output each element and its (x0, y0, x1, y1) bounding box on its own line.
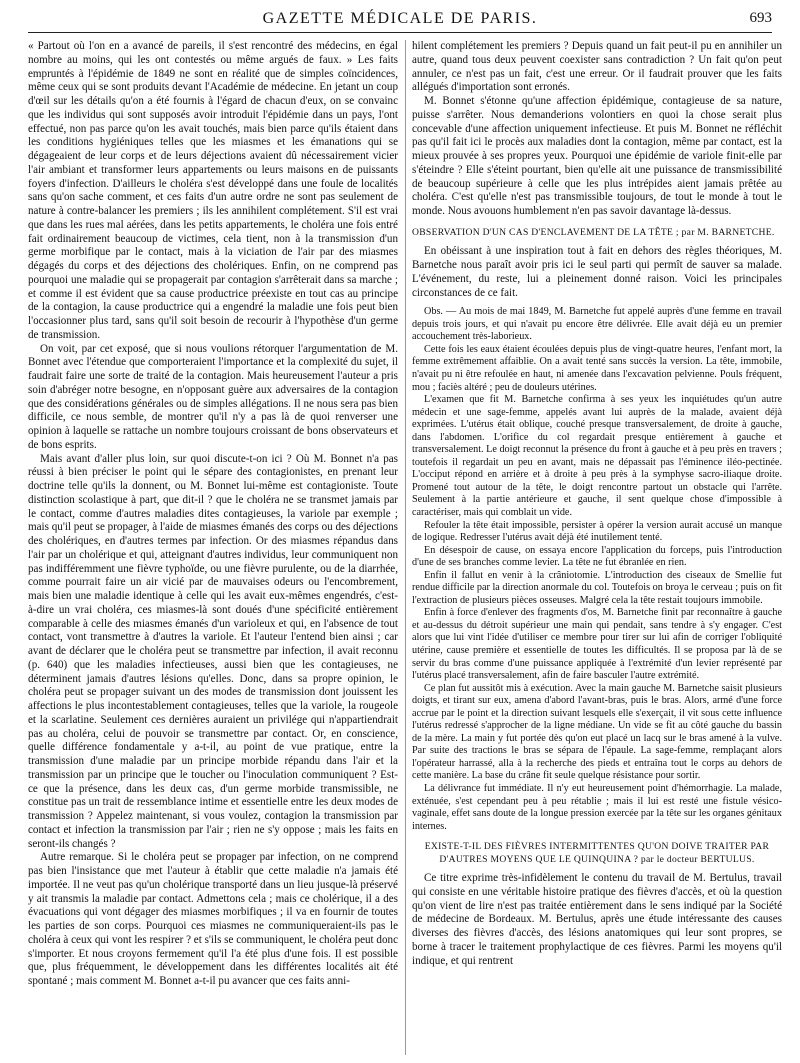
observation-paragraph: La délivrance fut immédiate. Il n'y eut heureusement point d'hémorrhagie. La malade, exténuée, s'est cependant peu à peu rétablie ; mais il lui est resté une fistule vésico-vaginale, effet sans doute de la longue pression exercée par la tête sur les organes génitaux internes. (412, 783, 782, 832)
section-heading: EXISTE-T-IL DES FIÈVRES INTERMITTENTES QU'ON DOIVE TRAITER PAR D'AUTRES MOYENS QUE LE QUINQUINA ? par le docteur BERTULUS. (424, 841, 770, 865)
paragraph: Ce titre exprime très-infidèlement le contenu du travail de M. Bertulus, travail qui consiste en une véritable histoire pratique des fièvres d'accès, et où la question qu'on vient de lire n'est pas traitée entièrement dans le sens indiqué par la Société de médecine de Bordeaux. M. Bertulus, après une étude intéressante des causes diverses des fièvres d'accès, des lésions anatomiques qui leur sont propres, se borne à tracer le traitement prophylactique de ces fièvres. Parmi les moyens qu'il indique, et qui rentrent (412, 872, 782, 967)
section-heading: OBSERVATION D'UN CAS D'ENCLAVEMENT DE LA TÊTE ; par M. BARNETCHE. (412, 226, 775, 238)
column-divider (405, 40, 406, 1055)
observation-paragraph: Enfin il fallut en venir à la crâniotomie. L'introduction des ciseaux de Smellie fut rendue difficile par la direction anormale du col. Toutefois on broya le cerveau ; puis on fit l'extraction de plusieurs pièces osseuses. Malgré cela la tête restait toujours immobile. (412, 569, 782, 606)
observation-paragraph: Ce plan fut aussitôt mis à exécution. Avec la main gauche M. Barnetche saisit plusieurs doigts, et tirant sur eux, amena d'abord l'avant-bras, puis le bras. Alors, armé d'une force accrue par le point et la direction suivant lesquels elle s'exerçait, il vit sous cette influence l'utérus redressé s'approcher de la ligne médiane. Un vide se fit au côté gauche du bassin de la mère. La main y fut portée dès qu'on eut placé un lacq sur le bras amené à la vulve. Par suite des tractions le bras se sépara de l'épaule. La sage-femme, remplaçant alors l'opérateur harrassé, alla à la recherche des pieds et entraîna tout le corps au dehors de cette manière. La base du crâne fit seule quelque résistance pour sortir. (412, 682, 782, 782)
left-column (28, 40, 398, 1060)
observation-paragraph: Obs. — Au mois de mai 1849, M. Barnetche fut appelé auprès d'une femme en travail depuis trois jours, et qui n'avait pu encore être délivrée. Elle avait déjà eu un premier accouchement très-laborieux. (412, 306, 782, 343)
paragraph: hilent complétement les premiers ? Depuis quand un fait peut-il pu en annihiler un autre, quand tous deux peuvent coexister sans contradiction ? Un fait qu'on peut annuler, ce n'est pas un fait, c'est une erreur. Or il faudrait prouver que les faits allégués d'importation sont erronés. (412, 40, 782, 94)
paragraph: Autre remarque. Si le choléra peut se propager par infection, on ne comprend pas bien l'insistance que met l'auteur à établir que cette maladie n'a jamais été importée. Il ne veut pas qu'un cholérique transporté dans un lieu jusque-là préservé y ait transmis la maladie par contact. Admettons cela ; mais ce cholérique, il a des évacuations qui vont dégager des miasmes morbifiques ; il va en fournir de toutes les parties de son corps. Pourquoi ces miasmes ne communiqueraient-ils pas le choléra à ceux qui vont les respirer ? et s'ils se communiquent, le choléra peut donc s'importer. Et nous croyons fermement qu'il l'a été plus d'une fois. Il est possible que, plus fréquemment, le développement dans les différentes localités ait été spontané ; mais comment M. Bonnet a-t-il pu avancer que ces faits anni- (28, 851, 398, 987)
paragraph: On voit, par cet exposé, que si nous voulions rétorquer l'argumentation de M. Bonnet avec l'étendue que comporteraient l'importance et la complexité du sujet, il faudrait faire une sorte de traité de la contagion. Mais heureusement l'auteur a pris soin d'abréger notre besogne, en n'opposant guère aux adversaires de la contagion que des considérations générales ou de simples allégations. Il ne nous sera pas bien difficile, ce nous semble, de montrer qu'il n'y a pas là de quoi renverser une opinion à laquelle se rattache un nombre toujours croissant de bons observateurs et de bons esprits. (28, 342, 398, 451)
journal-title: GAZETTE MÉDICALE DE PARIS. (262, 10, 538, 27)
page-number: 693 (749, 10, 772, 26)
observation-paragraph: L'examen que fit M. Barnetche confirma à ses yeux les inquiétudes qu'un autre médecin et une sage-femme, appelés avant lui auprès de la malade, avaient déjà exprimées. L'utérus était oblique, couché presque transversalement, de droite à gauche, dans l'abdomen. L'orifice du col regardait presque entièrement à gauche et transversalement. Le doigt reconnut la présence du front à gauche et à peu près en travers ; toutefois il regardait un peu en avant, mais ne dépassait pas l'éminence iléo-pectinée. L'occiput répond en arrière et à droite à peu près à la symphyse sacro-iliaque droite. Promené tout autour de la tête, le doigt rencontre partout un obstacle qui l'arrête. Seulement à la partie antérieure et gauche, il sent quelque chose d'impossible à caractériser, mais qui comblait un vide. (412, 394, 782, 518)
paragraph: M. Bonnet s'étonne qu'une affection épidémique, contagieuse de sa nature, puisse s'arrêter. Nous demanderions volontiers en quoi la chose serait plus concevable d'une affection uniquement infectieuse. Et puis M. Bonnet ne réfléchit pas qu'il fait ici le procès aux maladies dont la contagion, même par contact, est la mieux prouvée à ses propres yeux. Pourquoi une épidémie de variole finit-elle par s'éteindre ? Elle s'éteint pourtant, bien qu'elle ait une puissance de transmissibilité de beaucoup supérieure à celle que les plus intrépides aient jamais prêtée au choléra. C'est qu'elle n'est pas transmissible toujours, de tout le monde à tout le monde. Nous avouons humblement n'en pas savoir davantage là-dessus. (412, 95, 782, 217)
observation-paragraph: Cette fois les eaux étaient écoulées depuis plus de vingt-quatre heures, l'enfant mort, la femme extrêmement affaiblie. On a avait tenté sans succès la version. La tête, immobile, n'avait pu ni être refoulée en haut, ni amenée dans l'excavation pelvienne. Pouls fréquent, mou ; faciès altéré ; peu de douleurs utérines. (412, 343, 782, 393)
observation-paragraph: En désespoir de cause, on essaya encore l'application du forceps, puis l'introduction d'une de ses branches comme levier. La tête ne fut ébranlée en rien. (412, 544, 782, 569)
right-column (412, 40, 782, 1060)
observation-paragraph: Refouler la tête était impossible, persister à opérer la version aurait accusé un manque de logique. Redresser l'utérus avait déjà été inutilement tenté. (412, 519, 782, 544)
paragraph: Mais avant d'aller plus loin, sur quoi discute-t-on ici ? Où M. Bonnet n'a pas réussi à bien préciser le point qui le sépare des contagionistes, en prenant leur doctrine telle qu'ils la donnent, ou M. Bonnet lui-même est contagioniste. Toute distinction scolastique à part, que dit-il ? que le choléra ne se transmet jamais par le contact, comme d'autres maladies dites contagieuses, la variole par exemple ; mais qu'il peut se propager, à l'aide de miasmes émanés des corps ou des déjections des cholériques, en d'autres termes par infection. Or des miasmes répandus dans l'air par un cholérique et qui, atteignant d'autres individus, leur communiquent non pas indifféremment une fièvre typhoïde, ou une fièvre purulente, ou de la diarrhée, comme pourrait faire un air vicié par de mauvaises odeurs ou l'encombrement, mais bien une maladie identique à celle qui les avait eux-mêmes engendrés, c'est-à-dire un vrai choléra, ces miasmes-là sont doués d'une spécificité entièrement comparable à celle des miasmes émanés d'un varioleux et qui, en l'absence de tout contact, vont transmettre à d'autres la variole. Et l'auteur l'entend bien ainsi ; car avant de déclarer que le choléra peut se transmettre par infection, il avait reconnu (p. 640) que les maladies infectieuses, aussi bien que les contagieuses, ne déterminent jamais d'autres lésions qu'elles. Donc, dans sa propre opinion, le choléra peut se propager suivant un des modes de transmission dont jouissent les affections le plus incontestablement contagieuses, telles que la variole, la rougeole et la scarlatine. Seulement ces dernières auraient un privilége qui n'appartiendrait pas au choléra, celui de pouvoir se transmettre par contact. Or, en conscience, quelle différence fondamentale y a-t-il, au point de vue pratique, entre la transmission d'une maladie par un principe morbide répandu dans l'air et la transmission par un principe que le toucher ou l'inoculation communiquent ? Est-ce que la présence, dans les deux cas, d'un germe morbide transmissible, ne constitue pas un trait de ressemblance intime et essentielle entre les deux modes de transmission ? Appelez maintenant, si vous voulez, contagion la transmission par contact et infection la transmission par l'air ; rien ne s'y oppose ; mais les faits en seront-ils changés ? (28, 452, 398, 850)
page-header (28, 8, 772, 33)
paragraph: « Partout où l'on en a avancé de pareils, il s'est rencontré des médecins, en égal nombre au moins, qui les ont contestés ou même argués de faux. » Les faits empruntés à l'épidémie de 1849 ne sont en réalité que de simples coïncidences, même ceux qui se sont produits devant l'Académie de médecine. En jetant un coup d'œil sur les détails qu'on a été fournis à l'égard de chacun d'eux, on se convainc que les individus qui sont supposés avoir introduit l'épidémie dans un pays, l'ont effectué, non pas parce qu'on les avait touchés, mais bien parce qu'ils étaient dans les conditions hygiéniques telles que les miasmes et les émanations qui se dégageaient de leur corps et de leurs déjections avaient dû nécessairement vicier l'air ambiant et transformer leurs appartements ou leurs maisons en de puissants foyers d'infection. D'ailleurs le choléra s'est développé dans une foule de localités sans qu'on sache comment, et ces faits d'un autre ordre ne sont pas seulement de nature à contre-balancer les premiers ; ils les annihilent complétement. S'il est vrai que dans les rues mal aérées, dans les petits appartements, le choléra une fois entré fait ordinairement beaucoup de victimes, cela tient, non à la transmission d'un germe morbifique par le contact, mais à la viciation de l'air par des miasmes dégagés du corps et des déjections des cholériques. Enfin, on ne comprend pas pourquoi une maladie qui se propagerait par contagion s'arrêterait dans sa marche ; et comme il est évident que sa cause productrice préexiste en tout cas au principe de la contagion, la cause productrice qui a engendré la maladie une fois peut bien l'occasionner plus tard, sans qu'il soit besoin de recourir à l'hypothèse d'un germe de transmission. (28, 40, 398, 341)
paragraph: En obéissant à une inspiration tout à fait en dehors des règles théoriques, M. Barnetche nous paraît avoir pris ici le seul parti qui permît de sauver sa malade. L'événement, du reste, lui a pleinement donné raison. Voici les principales circonstances de ce fait. (412, 245, 782, 299)
observation-paragraph: Enfin à force d'enlever des fragments d'os, M. Barnetche finit par reconnaître à gauche et au-dessus du détroit supérieur une main qui pendait, sans tendre à s'y engager. C'est alors que lui vint l'idée d'utiliser ce membre pour tirer sur lui afin de corriger l'obliquité utérine, cause première et essentielle de toutes les difficultés. Il se proposa par là de se servir du bras comme d'une puissance appliquée à l'extrémité d'un levier représenté par l'utérus placé transversalement, afin de faire basculer l'autre extrémité. (412, 607, 782, 682)
